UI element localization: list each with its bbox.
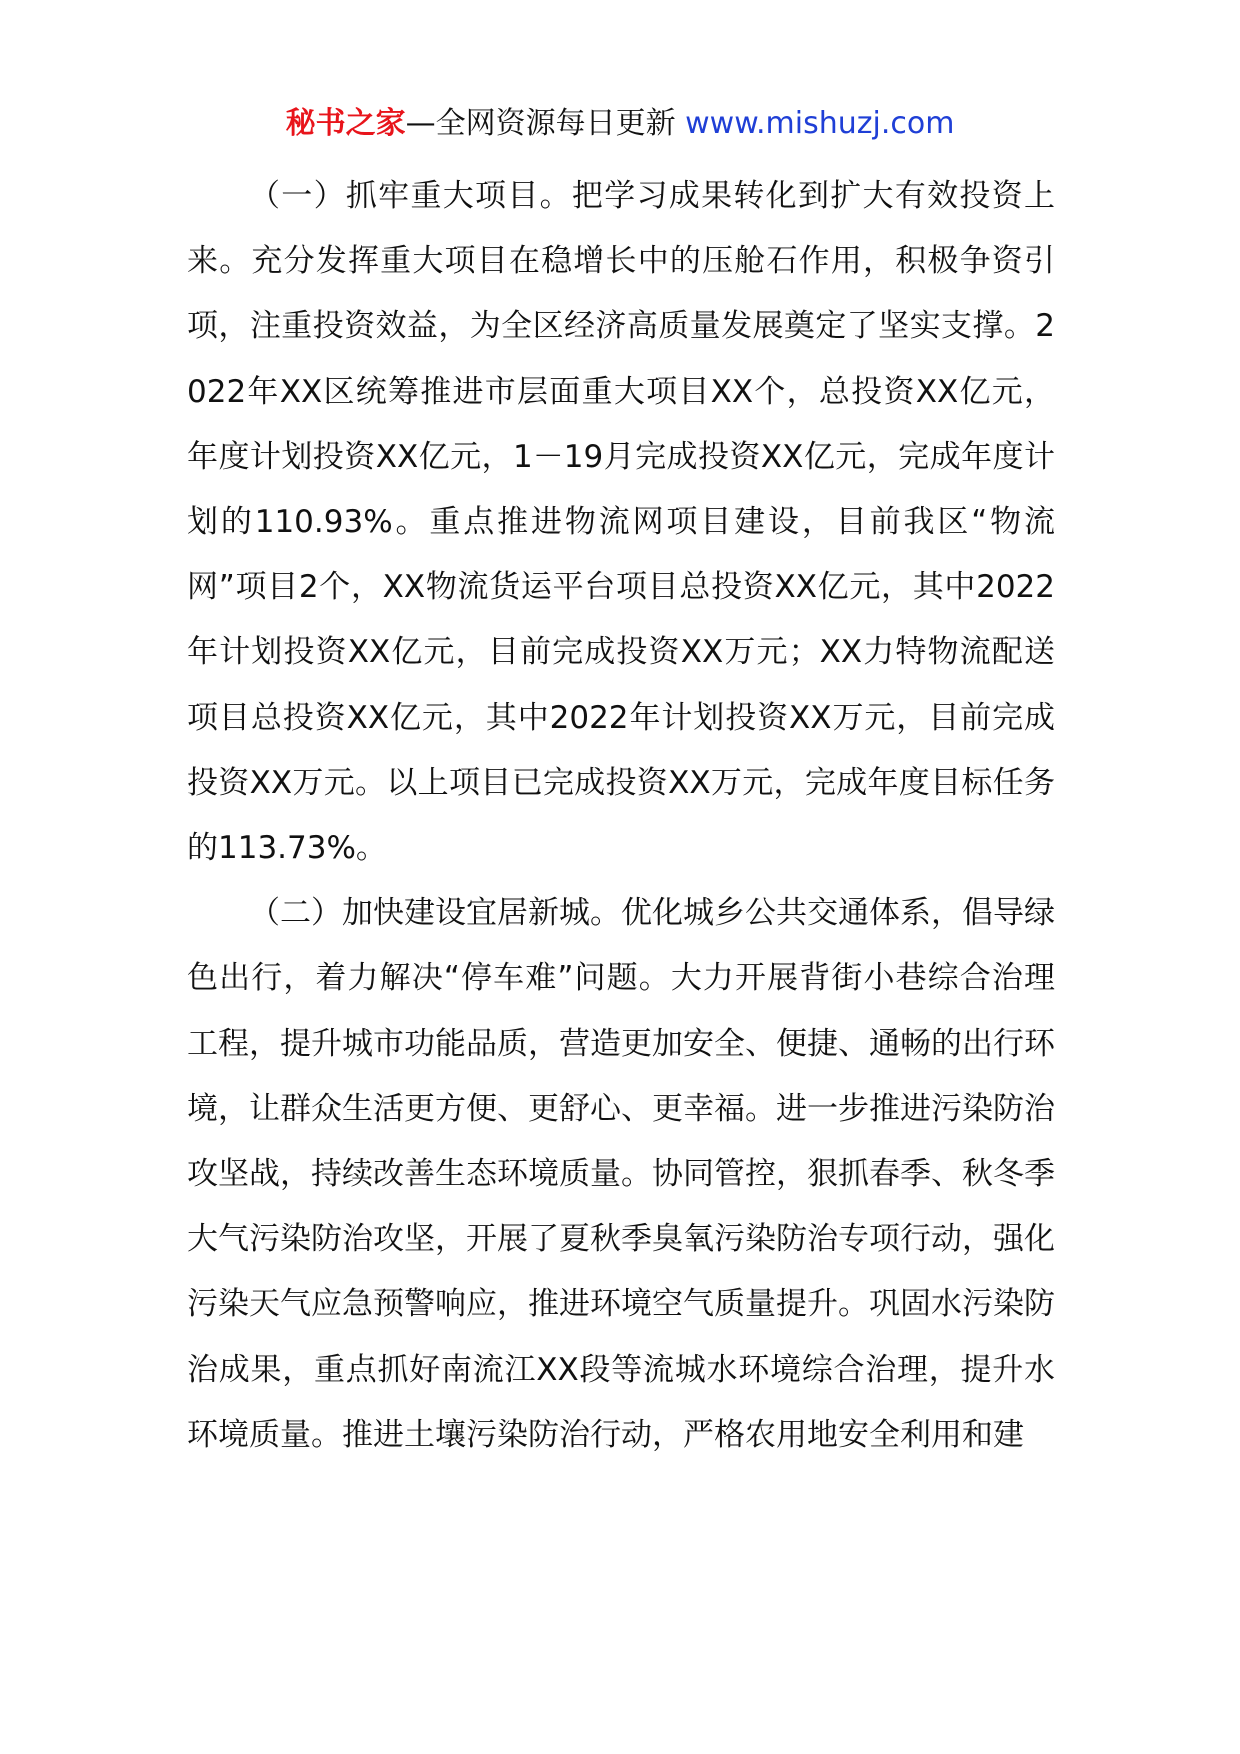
header-tagline: —全网资源每日更新 [405,106,676,141]
paragraph-livable-city: （二）加快建设宜居新城。优化城乡公共交通体系，倡导绿色出行，着力解决“停车难”问题。大力开展背街小巷综合治理工程，提升城市功能品质，营造更加安全、便捷、通畅的出行环境，让群众生活更方便、更舒心、更幸福。进一步推进污染防治攻坚战，持续改善生态环境质量。协同管控，狠抓春季、秋冬季大气污染防治攻坚，开展了夏秋季臭氧污染防治专项行动，强化污染天气应急预警响应，推进环境空气质量提升。巩固水污染防治成果，重点抓好南流江XX段等流城水环境综合治理，提升水环境质量。推进土壤污染防治行动，严格农用地安全利用和建 [187,895,1055,1453]
site-url-link[interactable]: www.mishuzj.com [685,106,955,141]
document-body [187,164,1055,1468]
site-header [0,104,1240,144]
paragraph-major-projects: （一）抓牢重大项目。把学习成果转化到扩大有效投资上来。充分发挥重大项目在稳增长中的压舱石作用，积极争资引项，注重投资效益，为全区经济高质量发展奠定了坚实支撑。2022年XX区统筹推进市层面重大项目XX个，总投资XX亿元，年度计划投资XX亿元，1－19月完成投资XX亿元，完成年度计划的110.93%。重点推进物流网项目建设，目前我区“物流网”项目2个，XX物流货运平台项目总投资XX亿元，其中2022年计划投资XX亿元，目前完成投资XX万元；XX力特物流配送项目总投资XX亿元，其中2022年计划投资XX万元，目前完成投资XX万元。以上项目已完成投资XX万元，完成年度目标任务的113.73%。 [187,178,1055,867]
brand-name: 秘书之家 [285,106,406,141]
